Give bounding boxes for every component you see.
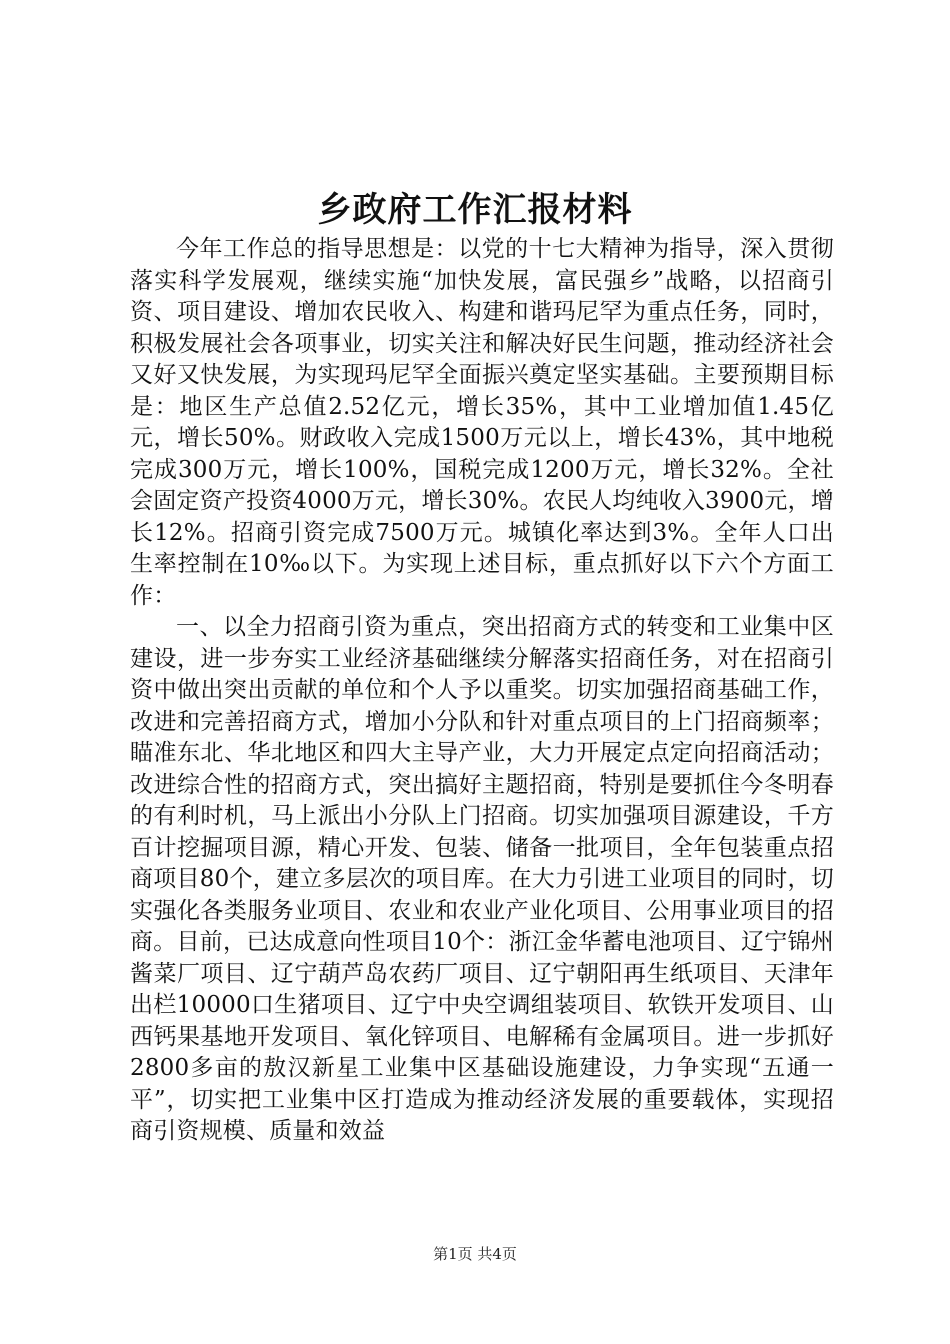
- paragraph-investment-attraction: 一、以全力招商引资为重点，突出招商方式的转变和工业集中区建设，进一步夯实工业经济基础继续分解落实招商任务，对在招商引资中做出突出贡献的单位和个人予以重奖。切实加强招商基础工作，改进和完善招商方式，增加小分队和针对重点项目的上门招商频率；瞄准东北、华北地区和四大主导产业，大力开展定点定向招商活动；改进综合性的招商方式，突出搞好主题招商，特别是要抓住今冬明春的有利时机，马上派出小分队上门招商。切实加强项目源建设，千方百计挖掘项目源，精心开发、包装、储备一批项目，全年包装重点招商项目80个，建立多层次的项目库。在大力引进工业项目的同时，切实强化各类服务业项目、农业和农业产业化项目、公用事业项目的招商。目前，已达成意向性项目10个：浙江金华蓄电池项目、辽宁锦州酱菜厂项目、辽宁葫芦岛农药厂项目、辽宁朝阳再生纸项目、天津年出栏10000口生猪项目、辽宁中央空调组装项目、软铁开发项目、山西钙果基地开发项目、氧化锌项目、电解稀有金属项目。进一步抓好2800多亩的敖汉新星工业集中区基础设施建设，力争实现“五通一平”，切实把工业集中区打造成为推动经济发展的重要载体，实现招商引资规模、质量和效益: [130, 614, 834, 1144]
- document-title: 乡政府工作汇报材料: [317, 190, 633, 230]
- paragraph-guiding-ideology: 今年工作总的指导思想是：以党的十七大精神为指导，深入贯彻落实科学发展观，继续实施“加快发展，富民强乡”战略，以招商引资、项目建设、增加农民收入、构建和谐玛尼罕为重点任务，同时，积极发展社会各项事业，切实关注和解决好民生问题，推动经济社会又好又快发展，为实现玛尼罕全面振兴奠定坚实基础。主要预期目标是：地区生产总值2.52亿元，增长35%，其中工业增加值1.45亿元，增长50%。财政收入完成1500万元以上，增长43%，其中地税完成300万元，增长100%，国税完成1200万元，增长32%。全社会固定资产投资4000万元，增长30%。农民人均纯收入3900元，增长12%。招商引资完成7500万元。城镇化率达到3%。全年人口出生率控制在10‰以下。为实现上述目标，重点抓好以下六个方面工作：: [130, 236, 834, 609]
- document-body: [130, 234, 834, 1148]
- page-number-footer: 第1页 共4页: [433, 1245, 517, 1263]
